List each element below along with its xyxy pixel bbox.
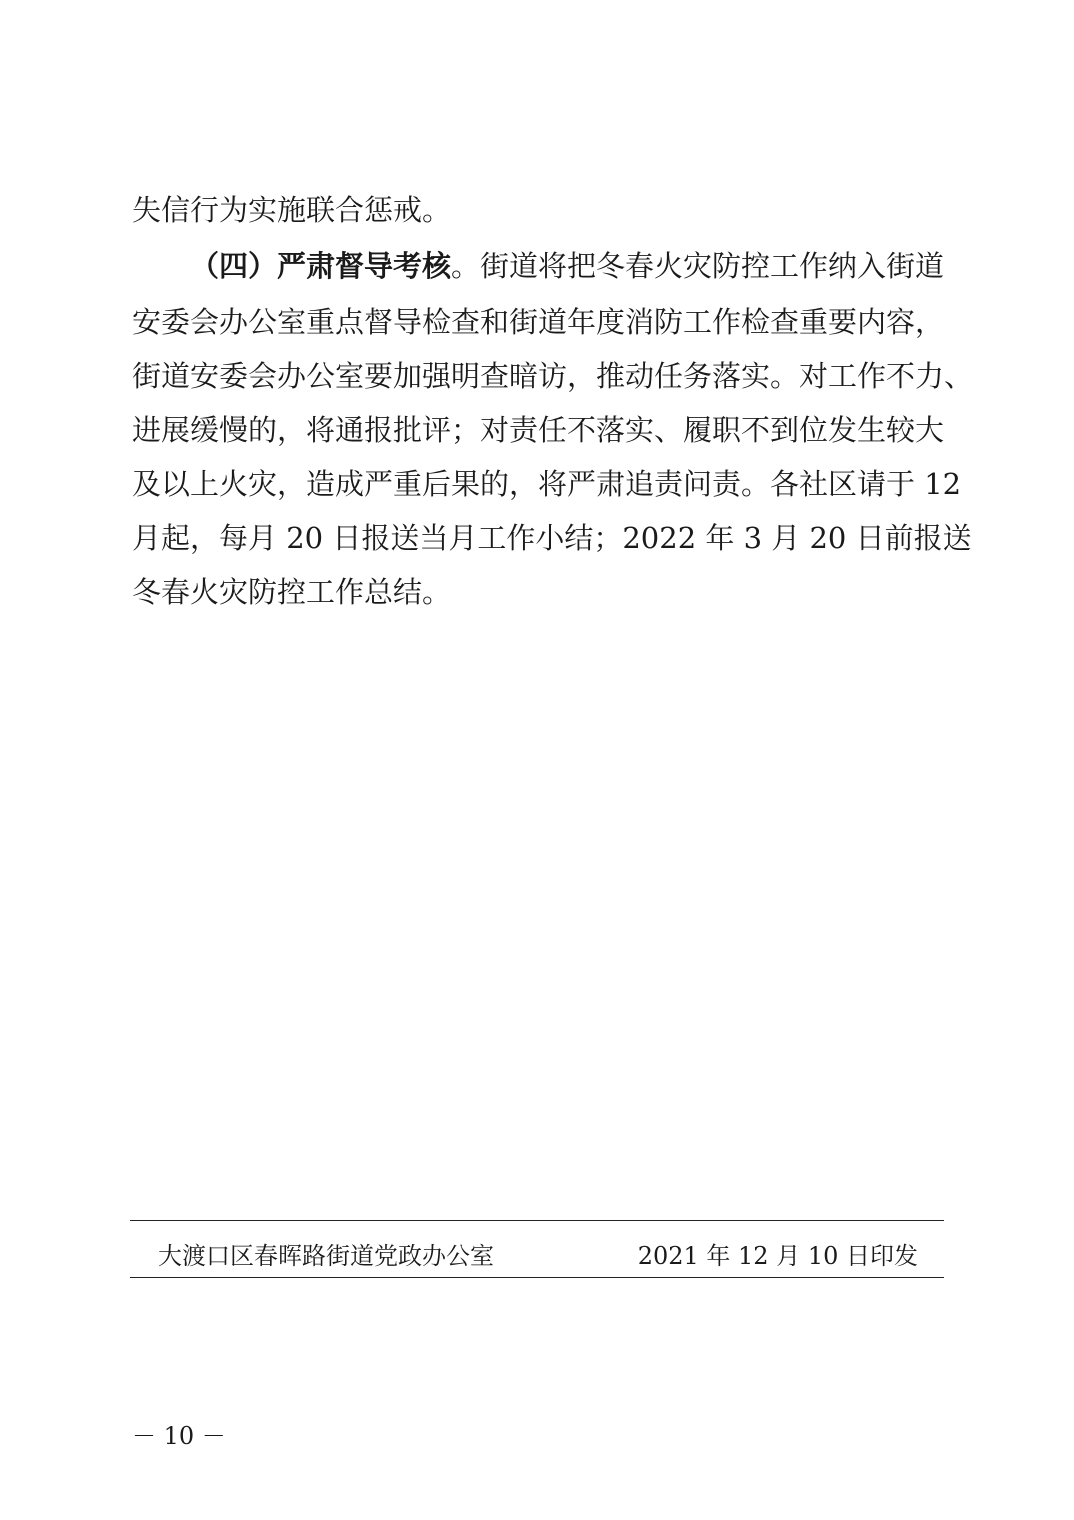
section-heading: （四）严肃督导考核 xyxy=(190,249,452,283)
body-line-2 xyxy=(190,244,944,288)
imprint-issuer: 大渡口区春晖路街道党政办公室 xyxy=(158,1242,494,1270)
page-number: － 10 － xyxy=(132,1422,226,1450)
body-line-4: 街道安委会办公室要加强明查暗访，推动任务落实。对工作不力、 xyxy=(132,359,974,393)
body-line-6: 及以上火灾，造成严重后果的，将严肃追责问责。各社区请于 12 xyxy=(132,467,962,501)
imprint-bottom-rule xyxy=(130,1277,944,1278)
body-line-2-text: 。街道将把冬春火灾防控工作纳入街道 xyxy=(451,249,945,283)
body-line-1: 失信行为实施联合惩戒。 xyxy=(132,193,452,227)
imprint-top-rule xyxy=(130,1220,944,1221)
body-line-5: 进展缓慢的，将通报批评；对责任不落实、履职不到位发生较大 xyxy=(132,413,945,447)
body-line-3: 安委会办公室重点督导检查和街道年度消防工作检查重要内容， xyxy=(132,305,945,339)
body-line-7: 月起，每月 20 日报送当月工作小结；2022 年 3 月 20 日前报送 xyxy=(132,521,972,555)
body-line-8: 冬春火灾防控工作总结。 xyxy=(132,575,452,609)
imprint-date: 2021 年 12 月 10 日印发 xyxy=(637,1242,918,1270)
